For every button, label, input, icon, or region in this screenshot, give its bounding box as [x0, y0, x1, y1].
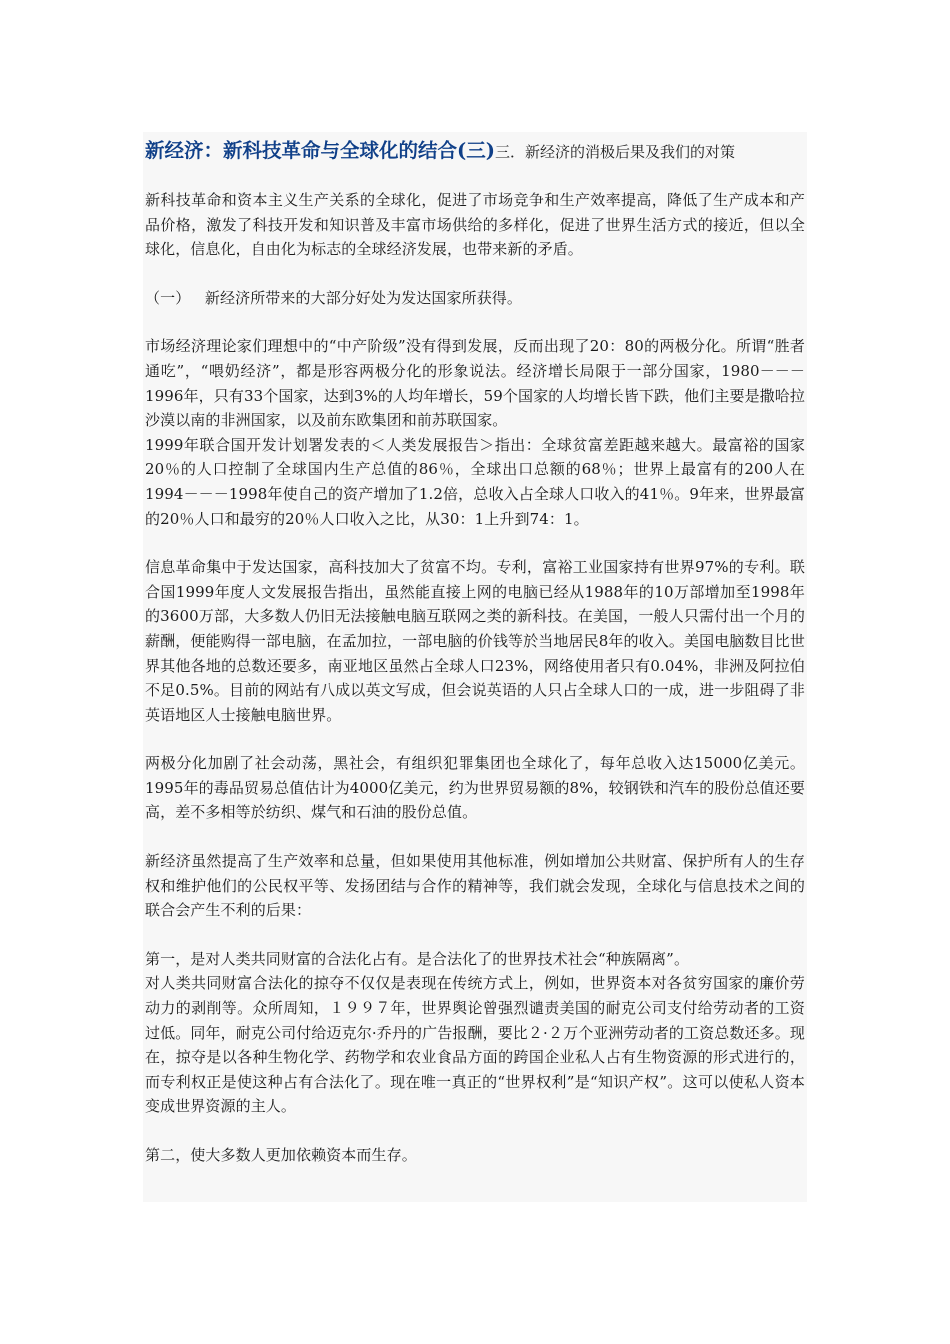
paragraph-intro: 新科技革命和资本主义生产关系的全球化，促进了市场竞争和生产效率提高，降低了生产成本和产品价格，激发了科技开发和知识普及丰富市场供给的多样化，促进了世界生活方式的接近，但以全球化，信息化，自由化为标志的全球经济发展，也带来新的矛盾。	[145, 191, 805, 259]
paragraph-2: 1999年联合国开发计划署发表的＜人类发展报告＞指出：全球贫富差距越来越大。最富裕的国家20％的人口控制了全球国内生产总值的86％，全球出口总额的68％；世界上最富有的200人在1994－－－1998年使自己的资产增加了1.2倍，总收入占全球人口收入的41％。9年来，世界最富的20％人口和最穷的20％人口收入之比，从30：1上升到74：1。	[145, 435, 805, 528]
paragraph-1: 市场经济理论家们理想中的“中产阶级”没有得到发展，反而出现了20：80的两极分化。所谓“胜者通吃”，“喂奶经济”，都是形容两极分化的形象说法。经济增长局限于一部分国家，1980－－－1996年，只有33个国家，达到3%的人均年增长，59个国家的人均增长皆下跌，他们主要是撒哈拉沙漠以南的非洲国家，以及前东欧集团和前苏联国家。	[145, 337, 805, 430]
paragraph-3: 信息革命集中于发达国家，高科技加大了贫富不均。专利，富裕工业国家持有世界97%的专利。联合国1999年度人文发展报告指出，虽然能直接上网的电脑已经从1988年的10万部增加至1998年的3600万部，大多数人仍旧无法接触电脑互联网之类的新科技。在美国，一般人只需付出一个月的薪酬，便能购得一部电脑，在孟加拉，一部电脑的价钱等於当地居民8年的收入。美国电脑数目比世界其他各地的总数还要多，南亚地区虽然占全球人口23%，网络使用者只有0.04%，非洲及阿拉伯不足0.5%。目前的网站有八成以英文写成，但会说英语的人只占全球人口的一成，进一步阻碍了非英语地区人士接触电脑世界。	[145, 558, 805, 724]
section-heading-1: （一） 新经济所带来的大部分好处为发达国家所获得。	[145, 288, 523, 307]
paragraph-4: 两极分化加剧了社会动荡，黑社会，有组织犯罪集团也全球化了，每年总收入达15000亿美元。1995年的毒品贸易总值估计为4000亿美元，约为世界贸易额的8%，较钢铁和汽车的股份总值还要高，差不多相等於纺织、煤气和石油的股份总值。	[145, 754, 805, 822]
section-subtitle: 三．新经济的消极后果及我们的对策	[494, 143, 735, 161]
paragraph-5: 新经济虽然提高了生产效率和总量，但如果使用其他标准，例如增加公共财富、保护所有人的生存权和维护他们的公民权平等、发扬团结与合作的精神等，我们就会发现，全球化与信息技术之间的联合会产生不利的后果：	[145, 852, 805, 920]
paragraph-6-body: 对人类共同财富合法化的掠夺不仅仅是表现在传统方式上，例如，世界资本对各贫穷国家的廉价劳动力的剥削等。众所周知，１９９７年，世界舆论曾强烈谴责美国的耐克公司支付给劳动者的工资过低。同年，耐克公司付给迈克尔·乔丹的广告报酬，要比２·２万个亚洲劳动者的工资总数还多。现在，掠夺是以各种生物化学、药物学和农业食品方面的跨国企业私人占有生物资源的形式进行的，而专利权正是使这种占有合法化了。现在唯一真正的“世界权利”是“知识产权”。这可以使私人资本变成世界资源的主人。	[145, 974, 805, 1116]
article-title: 新经济：新科技革命与全球化的结合(三)	[145, 139, 495, 162]
paragraph-7: 第二，使大多数人更加依赖资本而生存。	[145, 1146, 417, 1164]
paragraph-6-lead: 第一，是对人类共同财富的合法化占有。是合法化了的世界技术社会“种族隔离”。	[145, 949, 690, 968]
document-content	[145, 136, 805, 1168]
document-page	[143, 132, 807, 1202]
title-line	[145, 136, 805, 166]
